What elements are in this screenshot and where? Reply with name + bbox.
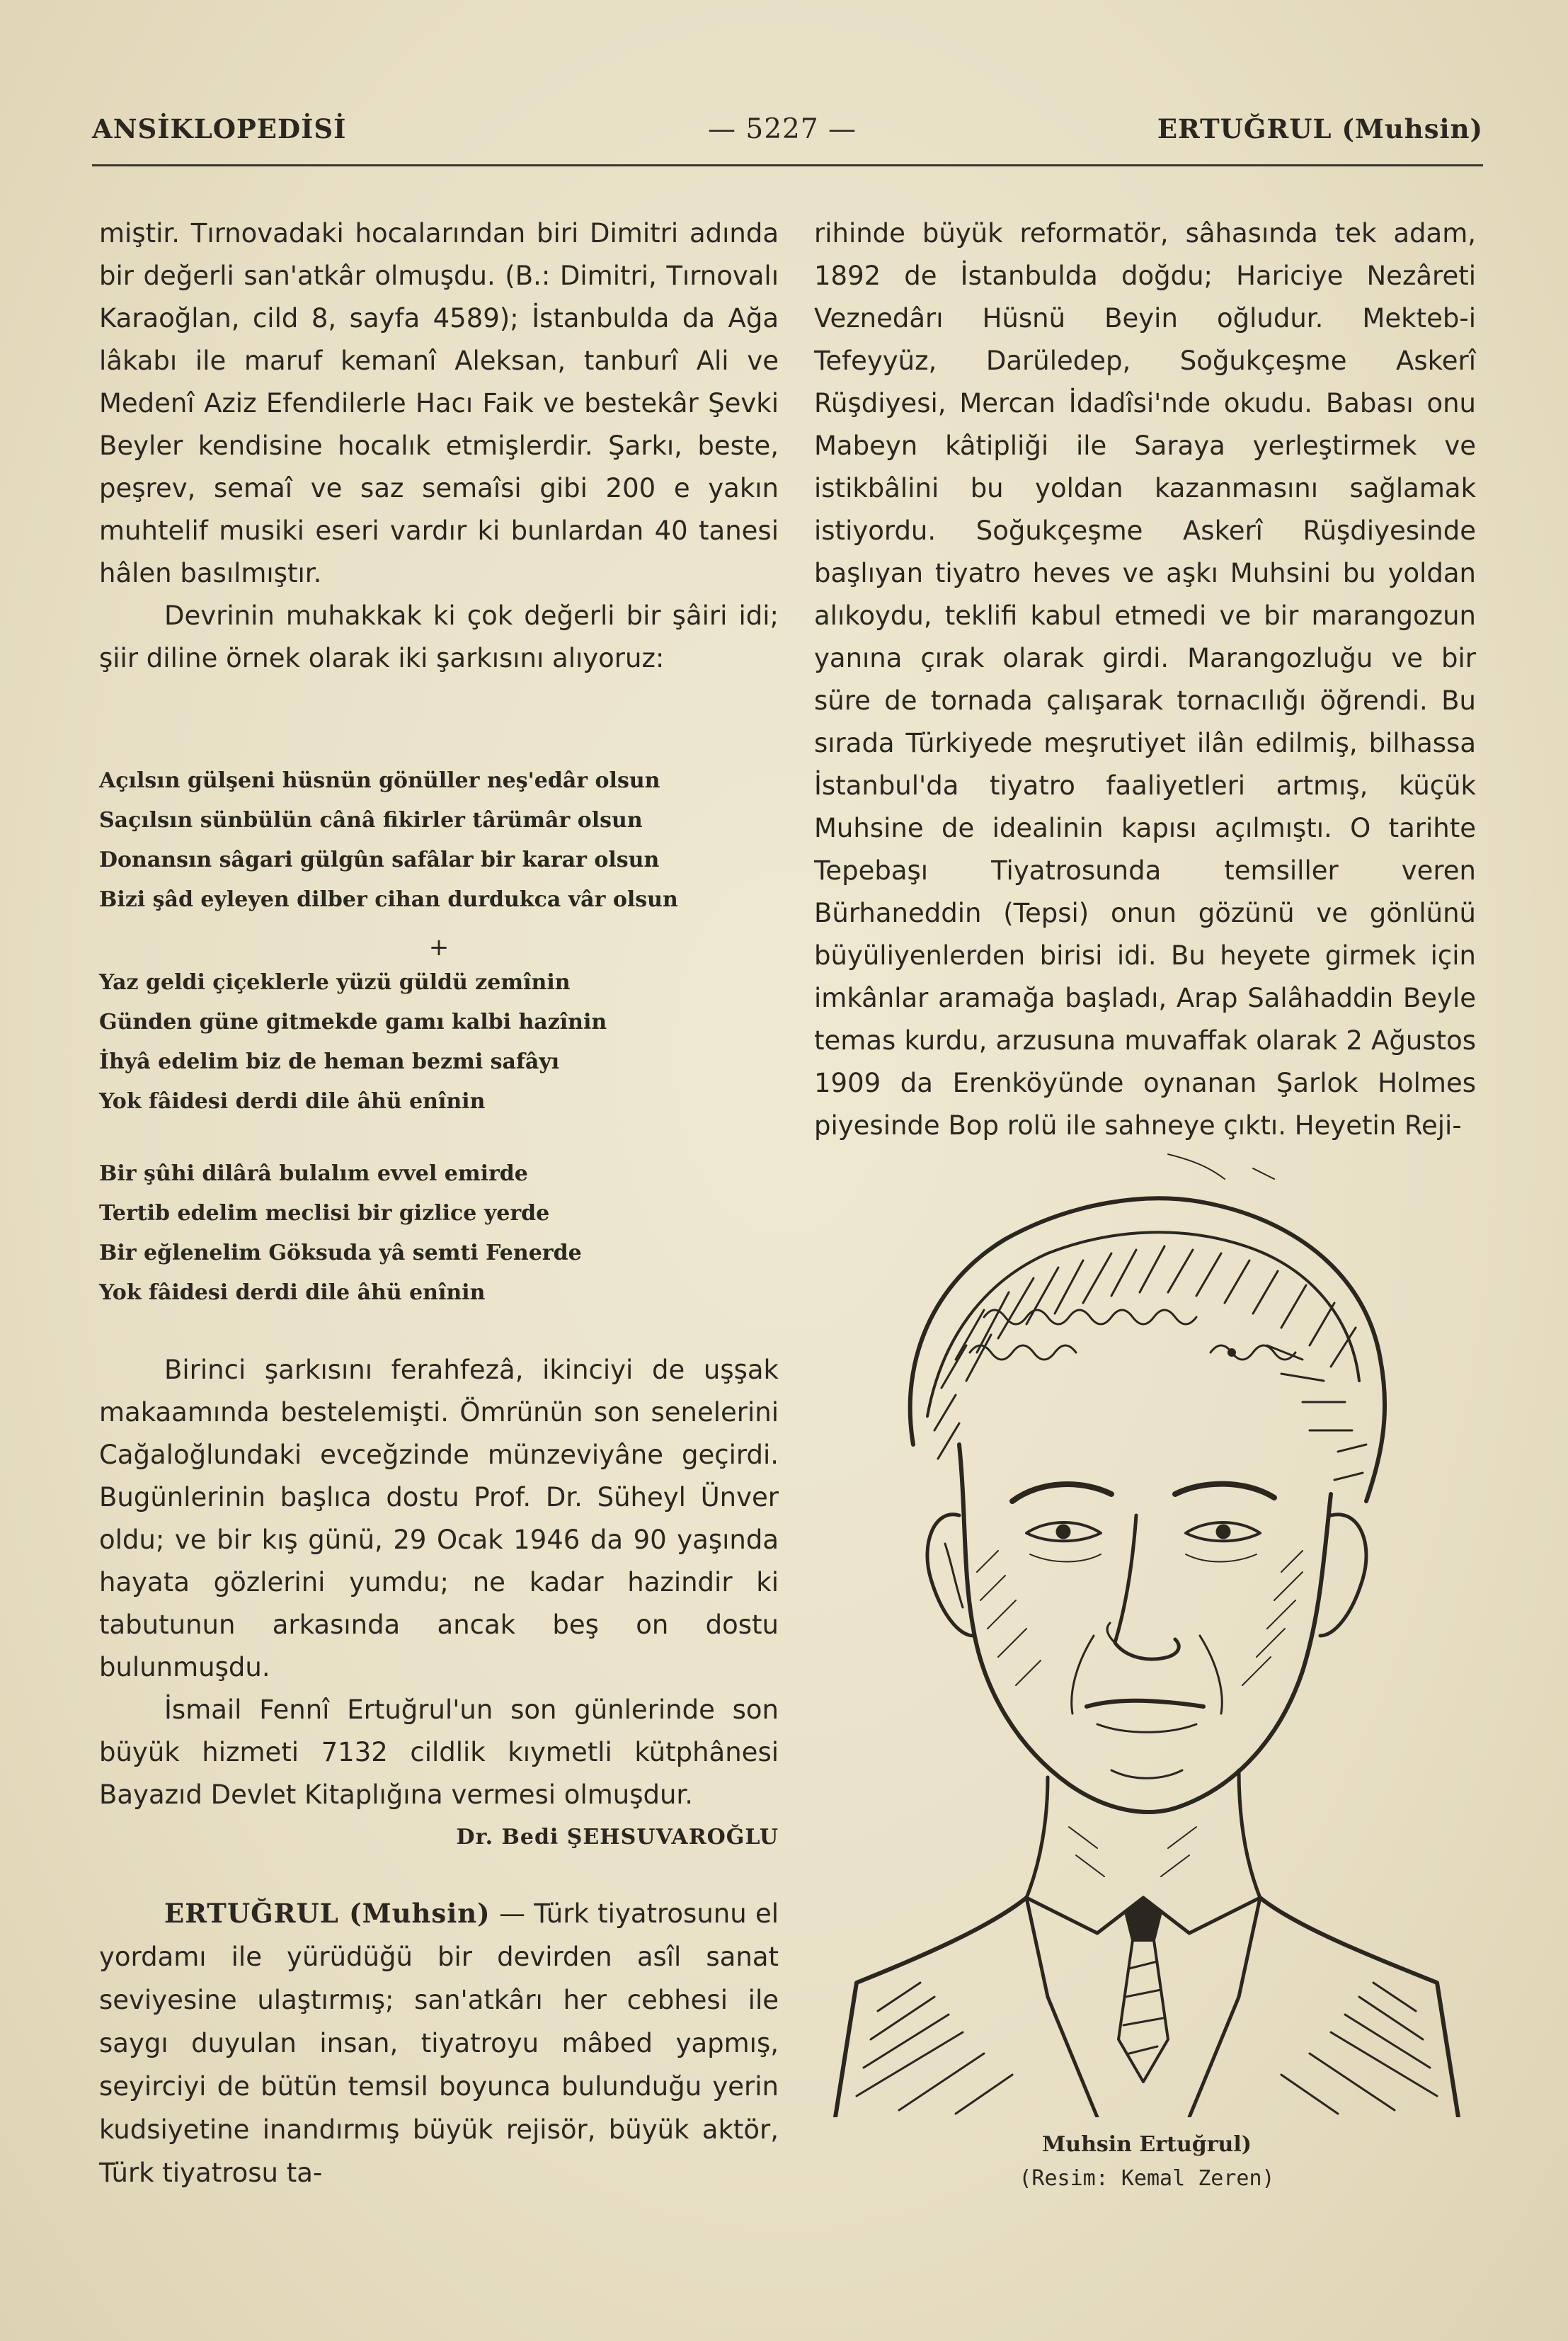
poem-line: Günden güne gitmekde gamı kalbi hazînin <box>99 1010 607 1035</box>
left-paragraph-2: Devrinin muhakkak ki çok değerli bir şâiri idi; şiir diline örnek olarak iki şarkısını alıyoruz: <box>99 600 779 673</box>
poem-line: Bizi şâd eyleyen dilber cihan durdukca vâr olsun <box>99 887 678 912</box>
poem-line: Yaz geldi çiçeklerle yüzü güldü zemînin <box>99 970 571 995</box>
portrait-sketch <box>814 1147 1480 2117</box>
new-entry <box>99 1892 779 2194</box>
author-signature: Dr. Bedi ŞEHSUVAROĞLU <box>456 1825 779 1850</box>
poem-line: Bir şûhi dilârâ bulalım evvel emirde <box>99 1161 528 1186</box>
entry-text: — Türk tiyatrosunu el yordamı ile yürüdüğü bir devirden asîl sanat seviyesine ulaştırmış; san'atkârı her cebhesi ile saygı duyulan insan, tiyatroyu mâbed yapmış, seyirciyi de bütün temsil boyunca bulunduğu yerin kudsiyetine inandırmış büyük rejisör, büyük aktör, Türk tiyatrosu ta- <box>99 1898 779 2188</box>
poem-line: Donansın sâgari gülgûn safâlar bir karar olsun <box>99 848 660 872</box>
entry-headword: ERTUĞRUL (Muhsin) <box>164 1898 491 1929</box>
poem-1 <box>99 761 779 920</box>
poem-separator: + <box>428 933 450 962</box>
entry-paragraph <box>99 1892 779 2194</box>
left-paragraph-3: Birinci şarkısını ferahfezâ, ikinciyi de uşşak makaamında bestelemişti. Ömrünün son senelerini Cağaloğlundaki evceğzinde münzeviyâne geçirdi. Bugünlerinin başlıca dostu Prof. Dr. Süheyl Ünver oldu; ve bir kış günü, 29 Ocak 1946 da 90 yaşında hayata gözlerini yumdu; ne kadar hazindir ki tabutunun arkasında ancak beş on dostu bulunmuşdu. <box>99 1355 779 1682</box>
header-rule <box>92 164 1483 166</box>
header-encyclopedia-title: ANSİKLOPEDİSİ <box>92 113 347 144</box>
left-column-middle <box>99 1349 779 1816</box>
header-page-number: — 5227 — <box>708 113 857 145</box>
figure-credit: (Resim: Kemal Zeren) <box>1019 2166 1275 2191</box>
poem-line: Açılsın gülşeni hüsnün gönüller neş'edâr olsun <box>99 768 660 793</box>
right-paragraph: rihinde büyük reformatör, sâhasında tek adam, 1892 de İstanbulda doğdu; Hariciye Nezâreti Veznedârı Hüsnü Beyin oğludur. Mekteb-i Tefeyyüz, Darüledep, Soğukçeşme Askerî Rüşdiyesi, Mercan İdadîsi'nde okudu. Babası onu Mabeyn kâtipliği ile Saraya yerleştirmek ve istikbâlini bu yoldan kazanmasını sağlamak istiyordu. Soğukçeşme Askerî Rüşdiyesinde başlıyan tiyatro heves ve aşkı Muhsini bu yoldan alıkoydu, teklifi kabul etmedi ve bir marangozun yanına çırak olarak girdi. Marangozluğu ve bir süre de tornada çalışarak tornacılığı öğrendi. Bu sırada Türkiyede meşrutiyet ilân edilmiş, bilhassa İstanbul'da tiyatro faaliyetleri artmış, küçük Muhsine de idealinin kapısı açılmıştı. O tarihte Tepebaşı Tiyatrosunda temsiller veren Bürhaneddin (Tepsi) onun gözünü ve gönlünü büyüliyenlerden birisi idi. Bu heyete girmek için imkânlar aramağa başladı, Arap Salâhaddin Beyle temas kurdu, arzusuna muvaffak olarak 2 Ağustos 1909 da Erenköyünde oynanan Şarlok Holmes piyesinde Bop rolü ile sahneye çıktı. Heyetin Reji- <box>814 218 1476 1141</box>
figure-caption <box>814 2128 1480 2196</box>
poem-2 <box>99 963 779 1122</box>
page-header <box>92 113 1483 156</box>
poem-line: Saçılsın sünbülün cânâ fikirler târümâr olsun <box>99 808 643 833</box>
left-column-top <box>99 212 779 680</box>
right-column <box>814 212 1476 1147</box>
header-entry-title: ERTUĞRUL (Muhsin) <box>1157 113 1483 144</box>
left-paragraph-1: miştir. Tırnovadaki hocalarından biri Dimitri adında bir değerli san'atkâr olmuşdu. (B.: Dimitri, Tırnovalı Karaoğlan, cild 8, sayfa 4589); İstanbulda da Ağa lâkabı ile maruf kemanî Aleksan, tanburî Ali ve Medenî Aziz Efendilerle Hacı Faik ve bestekâr Şevki Beyler kendisine hocalık etmişlerdir. Şarkı, beste, peşrev, semaî ve saz semaîsi gibi 200 e yakın muhtelif musiki eseri vardır ki bunlardan 40 tanesi hâlen basılmıştır. <box>99 218 779 588</box>
figure-title: Muhsin Ertuğrul) <box>1042 2132 1252 2157</box>
poem-3 <box>99 1154 779 1313</box>
poem-line: Tertib edelim meclisi bir gizlice yerde <box>99 1201 550 1226</box>
poem-line: Yok fâidesi derdi dile âhü enînin <box>99 1089 486 1114</box>
poem-line: Yok fâidesi derdi dile âhü enînin <box>99 1280 486 1305</box>
poem-line: Bir eğlenelim Göksuda yâ semti Fenerde <box>99 1241 582 1265</box>
left-paragraph-4: İsmail Fennî Ertuğrul'un son günlerinde son büyük hizmeti 7132 cildlik kıymetli kütphânesi Bayazıd Devlet Kitaplığına vermesi olmuşdur. <box>99 1694 779 1810</box>
poem-line: İhyâ edelim biz de heman bezmi safâyı <box>99 1049 560 1074</box>
